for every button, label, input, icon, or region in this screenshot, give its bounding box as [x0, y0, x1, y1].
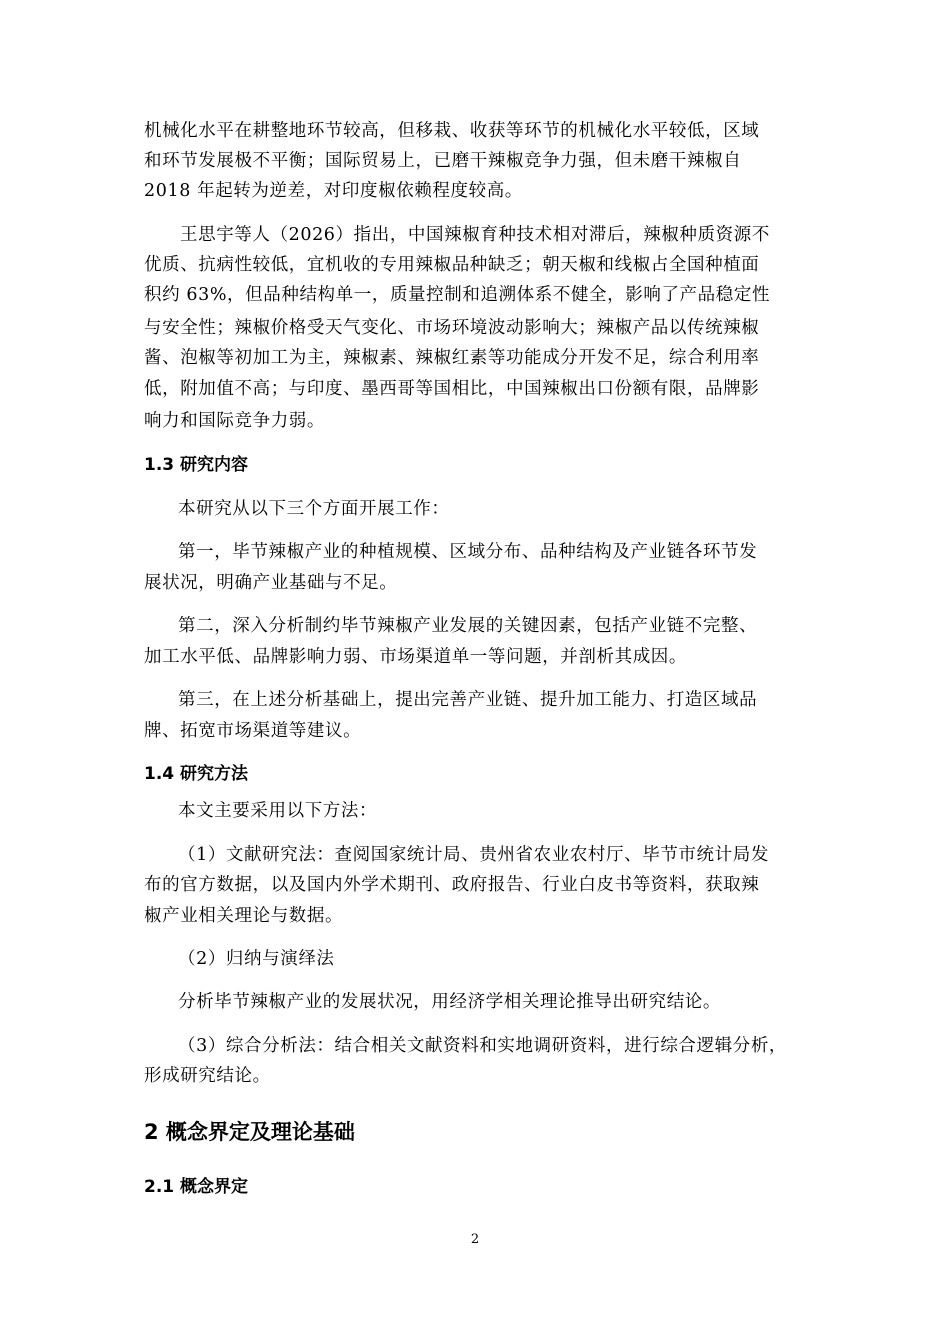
- body-text-line: （2）归纳与演绎法: [178, 949, 335, 969]
- body-text-line: 本文主要采用以下方法：: [178, 801, 378, 821]
- body-text-line: 酱、泡椒等初加工为主，辣椒素、辣椒红素等功能成分开发不足，综合利用率: [144, 348, 760, 368]
- body-text-line: 第三，在上述分析基础上，提出完善产业链、提升加工能力、打造区域品: [178, 690, 758, 710]
- body-text-line: 机械化水平在耕整地环节较高，但移栽、收获等环节的机械化水平较低，区域: [144, 121, 760, 141]
- body-text-line: 2018 年起转为逆差，对印度椒依赖程度较高。: [144, 181, 523, 201]
- body-text-line: 优质、抗病性较低，宜机收的专用辣椒品种缺乏；朝天椒和线椒占全国种植面: [144, 255, 760, 275]
- body-text-line: 王思宇等人（2026）指出，中国辣椒育种技术相对滞后，辣椒种质资源不: [180, 225, 770, 245]
- chapter-heading-2: 2 概念界定及理论基础: [144, 1120, 355, 1144]
- body-text-line: 和环节发展极不平衡；国际贸易上，已磨干辣椒竞争力强，但未磨干辣椒自: [144, 151, 742, 171]
- body-text-line: 低，附加值不高；与印度、墨西哥等国相比，中国辣椒出口份额有限，品牌影: [144, 379, 760, 399]
- body-text-line: 本研究从以下三个方面开展工作：: [178, 499, 450, 519]
- body-text-line: 布的官方数据，以及国内外学术期刊、政府报告、行业白皮书等资料，获取辣: [144, 875, 760, 895]
- body-text-line: 响力和国际竞争力弱。: [144, 411, 325, 431]
- body-text-line: 加工水平低、品牌影响力弱、市场渠道单一等问题，并剖析其成因。: [144, 647, 687, 667]
- body-text-line: 分析毕节辣椒产业的发展状况，用经济学相关理论推导出研究结论。: [178, 992, 721, 1012]
- body-text-line: （1）文献研究法：查阅国家统计局、贵州省农业农村厅、毕节市统计局发: [178, 845, 769, 865]
- body-text-line: 第一，毕节辣椒产业的种植规模、区域分布、品种结构及产业链各环节发: [178, 542, 758, 562]
- page-number: 2: [470, 1232, 480, 1247]
- body-text-line: 形成研究结论。: [144, 1066, 271, 1086]
- body-text-line: 椒产业相关理论与数据。: [144, 906, 344, 926]
- body-text-line: 与安全性；辣椒价格受天气变化、市场环境波动影响大；辣椒产品以传统辣椒: [144, 318, 760, 338]
- section-heading-2-1: 2.1 概念界定: [144, 1177, 249, 1197]
- section-heading-1-3: 1.3 研究内容: [144, 455, 249, 475]
- body-text-line: 牌、拓宽市场渠道等建议。: [144, 721, 362, 741]
- body-text-line: （3）综合分析法：结合相关文献资料和实地调研资料，进行综合逻辑分析，: [178, 1036, 788, 1056]
- body-text-line: 展状况，明确产业基础与不足。: [144, 573, 398, 593]
- body-text-line: 第二，深入分析制约毕节辣椒产业发展的关键因素，包括产业链不完整、: [178, 616, 758, 636]
- body-text-line: 积约 63%，但品种结构单一，质量控制和追溯体系不健全，影响了产品稳定性: [144, 285, 771, 305]
- section-heading-1-4: 1.4 研究方法: [144, 764, 249, 784]
